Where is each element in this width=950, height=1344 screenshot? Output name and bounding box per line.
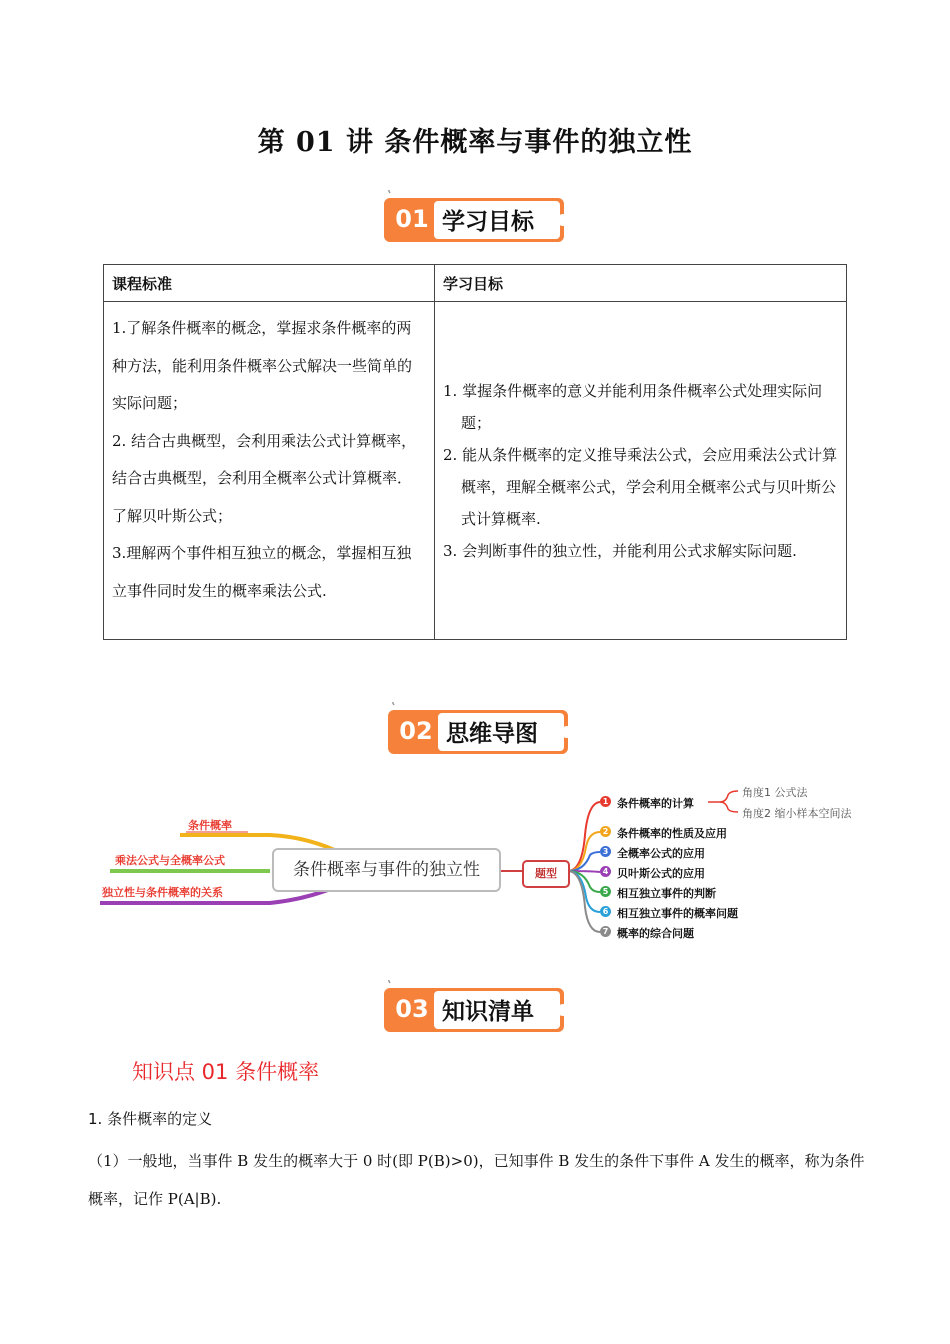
number-badge-icon: 6 — [600, 906, 611, 917]
branch-label: 独立性与条件概率的关系 — [102, 886, 223, 899]
type-item: 概率的综合问题 — [617, 927, 694, 940]
branch-label: 乘法公式与全概率公式 — [115, 854, 225, 867]
type-item: 全概率公式的应用 — [617, 847, 705, 860]
number-badge-icon: 4 — [600, 866, 611, 877]
type-item: 条件概率的性质及应用 — [617, 827, 727, 840]
type-item: 相互独立事件的概率问题 — [617, 907, 738, 920]
mind-map-center-node: 条件概率与事件的独立性 — [272, 848, 501, 892]
subsection-title: 1. 条件概率的定义 — [88, 1110, 213, 1128]
table-row — [104, 302, 847, 640]
badge-number: 01 — [395, 205, 429, 233]
number-badge-icon: 2 — [600, 826, 611, 837]
list-item: 1.了解条件概率的概念，掌握求条件概率的两种方法，能利用条件概率公式解决一些简单的实际问题； — [112, 319, 413, 412]
number-badge-icon: 5 — [600, 886, 611, 897]
badge-number: 02 — [399, 717, 433, 745]
branch-label: 条件概率 — [188, 819, 232, 832]
badge-number: 03 — [395, 995, 429, 1023]
type-item: 相互独立事件的判断 — [617, 887, 716, 900]
knowledge-point-title: 知识点 01 条件概率 — [132, 1060, 320, 1084]
standards-table — [103, 264, 847, 640]
list-item: 1. 掌握条件概率的意义并能利用条件概率公式处理实际问题； — [443, 381, 823, 432]
number-badge-icon: 1 — [600, 796, 611, 807]
section-badge-03 — [382, 980, 572, 1036]
mind-map — [90, 775, 880, 950]
badge-label: 知识清单 — [442, 999, 534, 1025]
angle-item: 角度1 公式法 — [742, 786, 808, 799]
header-course-standard: 课程标准 — [104, 265, 435, 302]
type-item: 贝叶斯公式的应用 — [617, 867, 705, 880]
type-node: 题型 — [522, 860, 570, 888]
section-badge-02 — [386, 702, 576, 758]
list-item: 2. 结合古典概型，会利用乘法公式计算概率，结合古典概型，会利用全概率公式计算概率．了解贝叶斯公式； — [112, 431, 417, 525]
table-header-row — [104, 265, 847, 302]
standard-cell — [104, 302, 435, 640]
number-badge-icon: 7 — [600, 926, 611, 937]
list-item: 2. 能从条件概率的定义推导乘法公式，会应用乘法公式计算概率，理解全概率公式，学会利用全概率公式与贝叶斯公式计算概率. — [443, 445, 838, 528]
header-learning-goal: 学习目标 — [435, 265, 847, 302]
list-item: 3.理解两个事件相互独立的概念，掌握相互独立事件同时发生的概率乘法公式. — [112, 544, 412, 600]
badge-label: 思维导图 — [446, 721, 538, 747]
badge-label: 学习目标 — [442, 209, 534, 235]
list-item: 3. 会判断事件的独立性，并能利用公式求解实际问题. — [443, 541, 797, 560]
page-title: 第 01 讲 条件概率与事件的独立性 — [257, 127, 693, 158]
type-item: 条件概率的计算 — [617, 797, 694, 810]
section-badge-01 — [382, 190, 572, 246]
number-badge-icon: 3 — [600, 846, 611, 857]
definition-paragraph: （1）一般地，当事件 B 发生的概率大于 0 时(即 P(B)>0)，已知事件 B 发生的条件下事件 A 发生的概率，称为条件概率，记作 P(A|B). — [88, 1152, 865, 1208]
angle-item: 角度2 缩小样本空间法 — [742, 807, 852, 820]
goal-cell — [435, 302, 847, 640]
